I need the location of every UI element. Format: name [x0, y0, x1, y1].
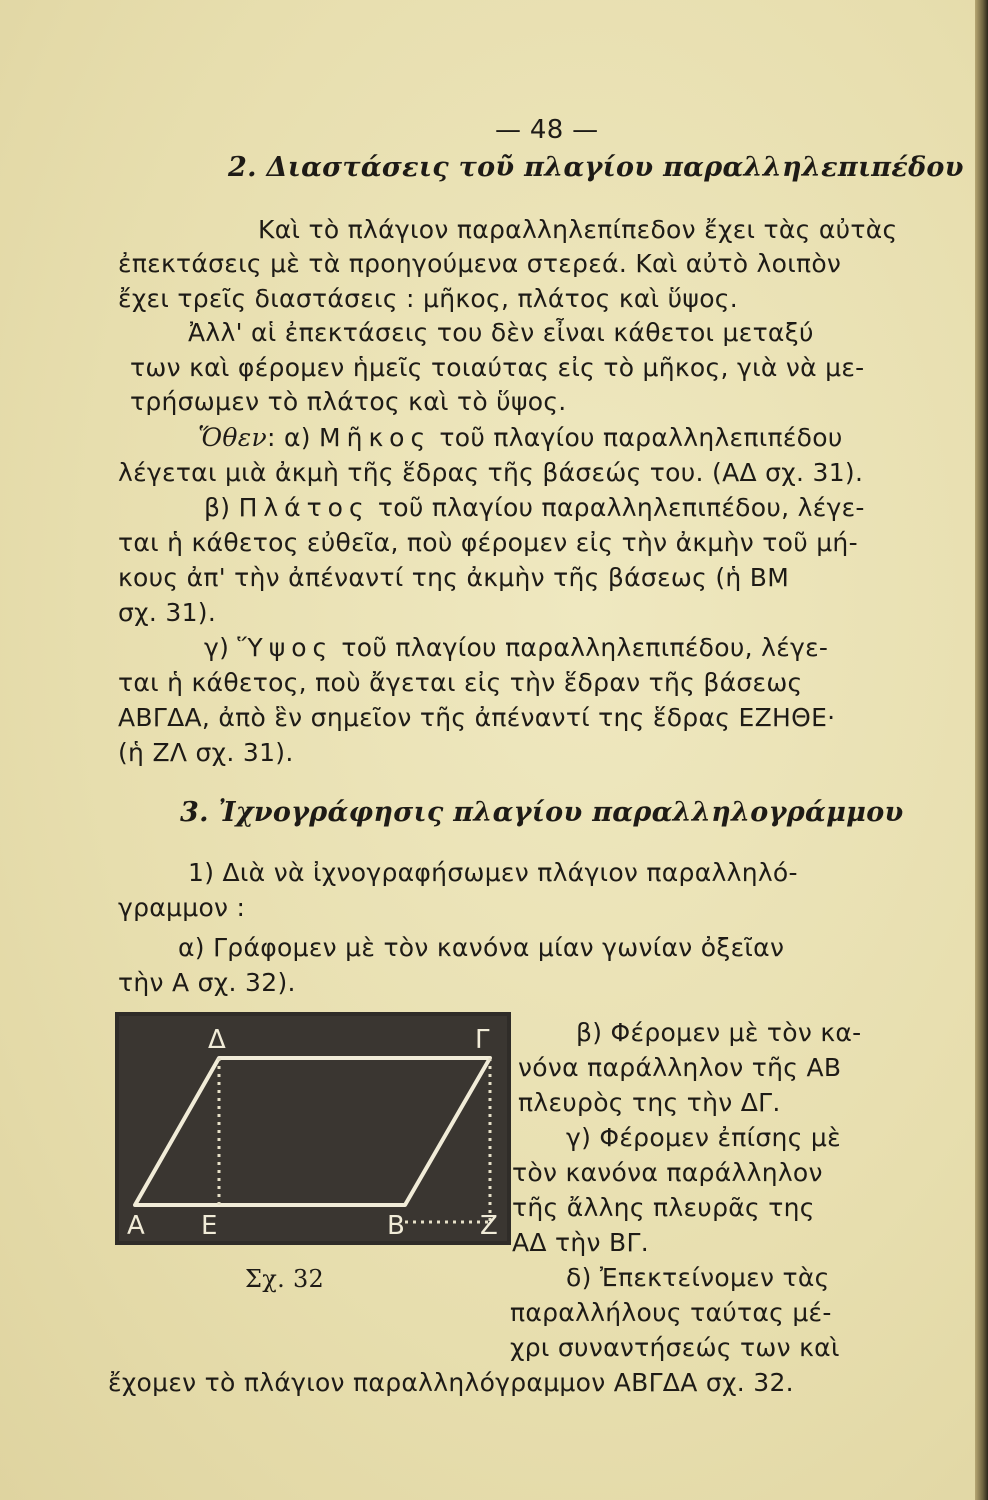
term-ypsos: Ὕψος: [237, 633, 334, 662]
beta-prefix: β): [204, 493, 231, 522]
section-3-title: 3. Ἰχνογράφησις πλαγίου παραλληλογράμμου: [180, 797, 904, 828]
paragraph-line: ται ἡ κάθετος εὐθεῖα, ποὺ φέρομεν εἰς τὴν ἀκμὴν τοῦ μή-: [118, 528, 858, 557]
paragraph-line: λέγεται μιὰ ἀκμὴ τῆς ἕδρας τῆς βάσεώς του. (ΑΔ σχ. 31).: [118, 458, 864, 487]
paragraph-line: σχ. 31).: [118, 598, 217, 627]
figure-parallelogram: [115, 1012, 511, 1245]
alpha-rest: τοῦ πλαγίου παραλληλεπιπέδου: [439, 423, 843, 452]
paragraph-line: γραμμον :: [118, 893, 246, 922]
alpha-prefix: : α): [266, 423, 311, 452]
paragraph-line: β) Φέρομεν μὲ τὸν κα-: [576, 1018, 862, 1047]
paragraph-line: τὴν Α σχ. 32).: [118, 968, 296, 997]
paragraph-line: τρήσωμεν τὸ πλάτος καὶ τὸ ὕψος.: [130, 387, 567, 416]
paragraph-line: γ) Φέρομεν ἐπίσης μὲ: [566, 1123, 841, 1152]
paragraph-line: χρι συναντήσεώς των καὶ: [510, 1333, 840, 1362]
paragraph-line: ἐπεκτάσεις μὲ τὰ προηγούμενα στερεά. Καὶ αὐτὸ λοιπὸν: [118, 249, 842, 278]
paragraph-line: ται ἡ κάθετος, ποὺ ἄγεται εἰς τὴν ἕδραν τῆς βάσεως: [118, 668, 803, 697]
paragraph-line: των καὶ φέρομεν ἡμεῖς τοιαύτας εἰς τὸ μῆκος, γιὰ νὰ με-: [130, 353, 865, 382]
paragraph-line: Ἀλλ' αἱ ἐπεκτάσεις του δὲν εἶναι κάθετοι μεταξύ: [188, 318, 814, 347]
paragraph-line: ΑΒΓΔΑ, ἀπὸ ἓν σημεῖον τῆς ἀπέναντί της ἕδρας ΕΖΗΘΕ·: [118, 703, 836, 732]
label-A: Α: [127, 1211, 145, 1241]
book-binding-edge: [975, 0, 988, 1500]
paragraph-line: α) Γράφομεν μὲ τὸν κανόνα μίαν γωνίαν ὀξεῖαν: [178, 933, 785, 962]
figure-caption: Σχ. 32: [245, 1265, 325, 1293]
paragraph-line: 1) Διὰ νὰ ἰχνογραφήσωμεν πλάγιον παραλληλό-: [188, 858, 798, 887]
definition-gamma: [204, 630, 828, 665]
paragraph-line: Καὶ τὸ πλάγιον παραλληλεπίπεδον ἔχει τὰς αὐτὰς: [258, 215, 898, 244]
paragraph-line: τὸν κανόνα παράλληλον: [512, 1158, 823, 1187]
gamma-prefix: γ): [204, 633, 230, 662]
section-2-title: 2. Διαστάσεις τοῦ πλαγίου παραλληλεπιπέδου: [228, 152, 964, 183]
paragraph-line: ἔχει τρεῖς διαστάσεις : μῆκος, πλάτος καὶ ὕψος.: [118, 284, 739, 313]
paragraph-line: παραλλήλους ταύτας μέ-: [510, 1298, 832, 1327]
label-Z: Ζ: [480, 1211, 498, 1241]
label-D: Δ: [208, 1025, 226, 1055]
paragraph-line: τῆς ἄλλης πλευρᾶς της: [512, 1193, 815, 1222]
othen-word: Ὅθεν: [198, 423, 267, 452]
definition-beta: [204, 490, 865, 525]
paragraph-line: ἔχομεν τὸ πλάγιον παραλληλόγραμμον ΑΒΓΔΑ σχ. 32.: [108, 1368, 794, 1397]
paragraph-line: πλευρὸς της τὴν ΔΓ.: [518, 1088, 781, 1117]
term-mekos: Μῆκος: [319, 423, 432, 452]
label-G: Γ: [475, 1025, 490, 1055]
definition-alpha: [198, 420, 843, 455]
gamma-rest: τοῦ πλαγίου παραλληλεπιπέδου, λέγε-: [341, 633, 829, 662]
paragraph-line: κους ἀπ' τὴν ἀπέναντί της ἀκμὴν τῆς βάσεως (ἡ ΒΜ: [118, 563, 790, 592]
paragraph-line: νόνα παράλληλον τῆς ΑΒ: [518, 1053, 842, 1082]
paragraph-line: (ἡ ΖΛ σχ. 31).: [118, 738, 294, 767]
page-number: — 48 —: [495, 115, 599, 145]
beta-rest: τοῦ πλαγίου παραλληλεπιπέδου, λέγε-: [377, 493, 865, 522]
label-E: Ε: [201, 1211, 218, 1241]
paragraph-line: δ) Ἐπεκτείνομεν τὰς: [566, 1263, 830, 1292]
term-platos: Πλάτος: [238, 493, 370, 522]
paragraph-line: ΑΔ τὴν ΒΓ.: [512, 1228, 649, 1257]
label-B: Β: [387, 1211, 405, 1241]
